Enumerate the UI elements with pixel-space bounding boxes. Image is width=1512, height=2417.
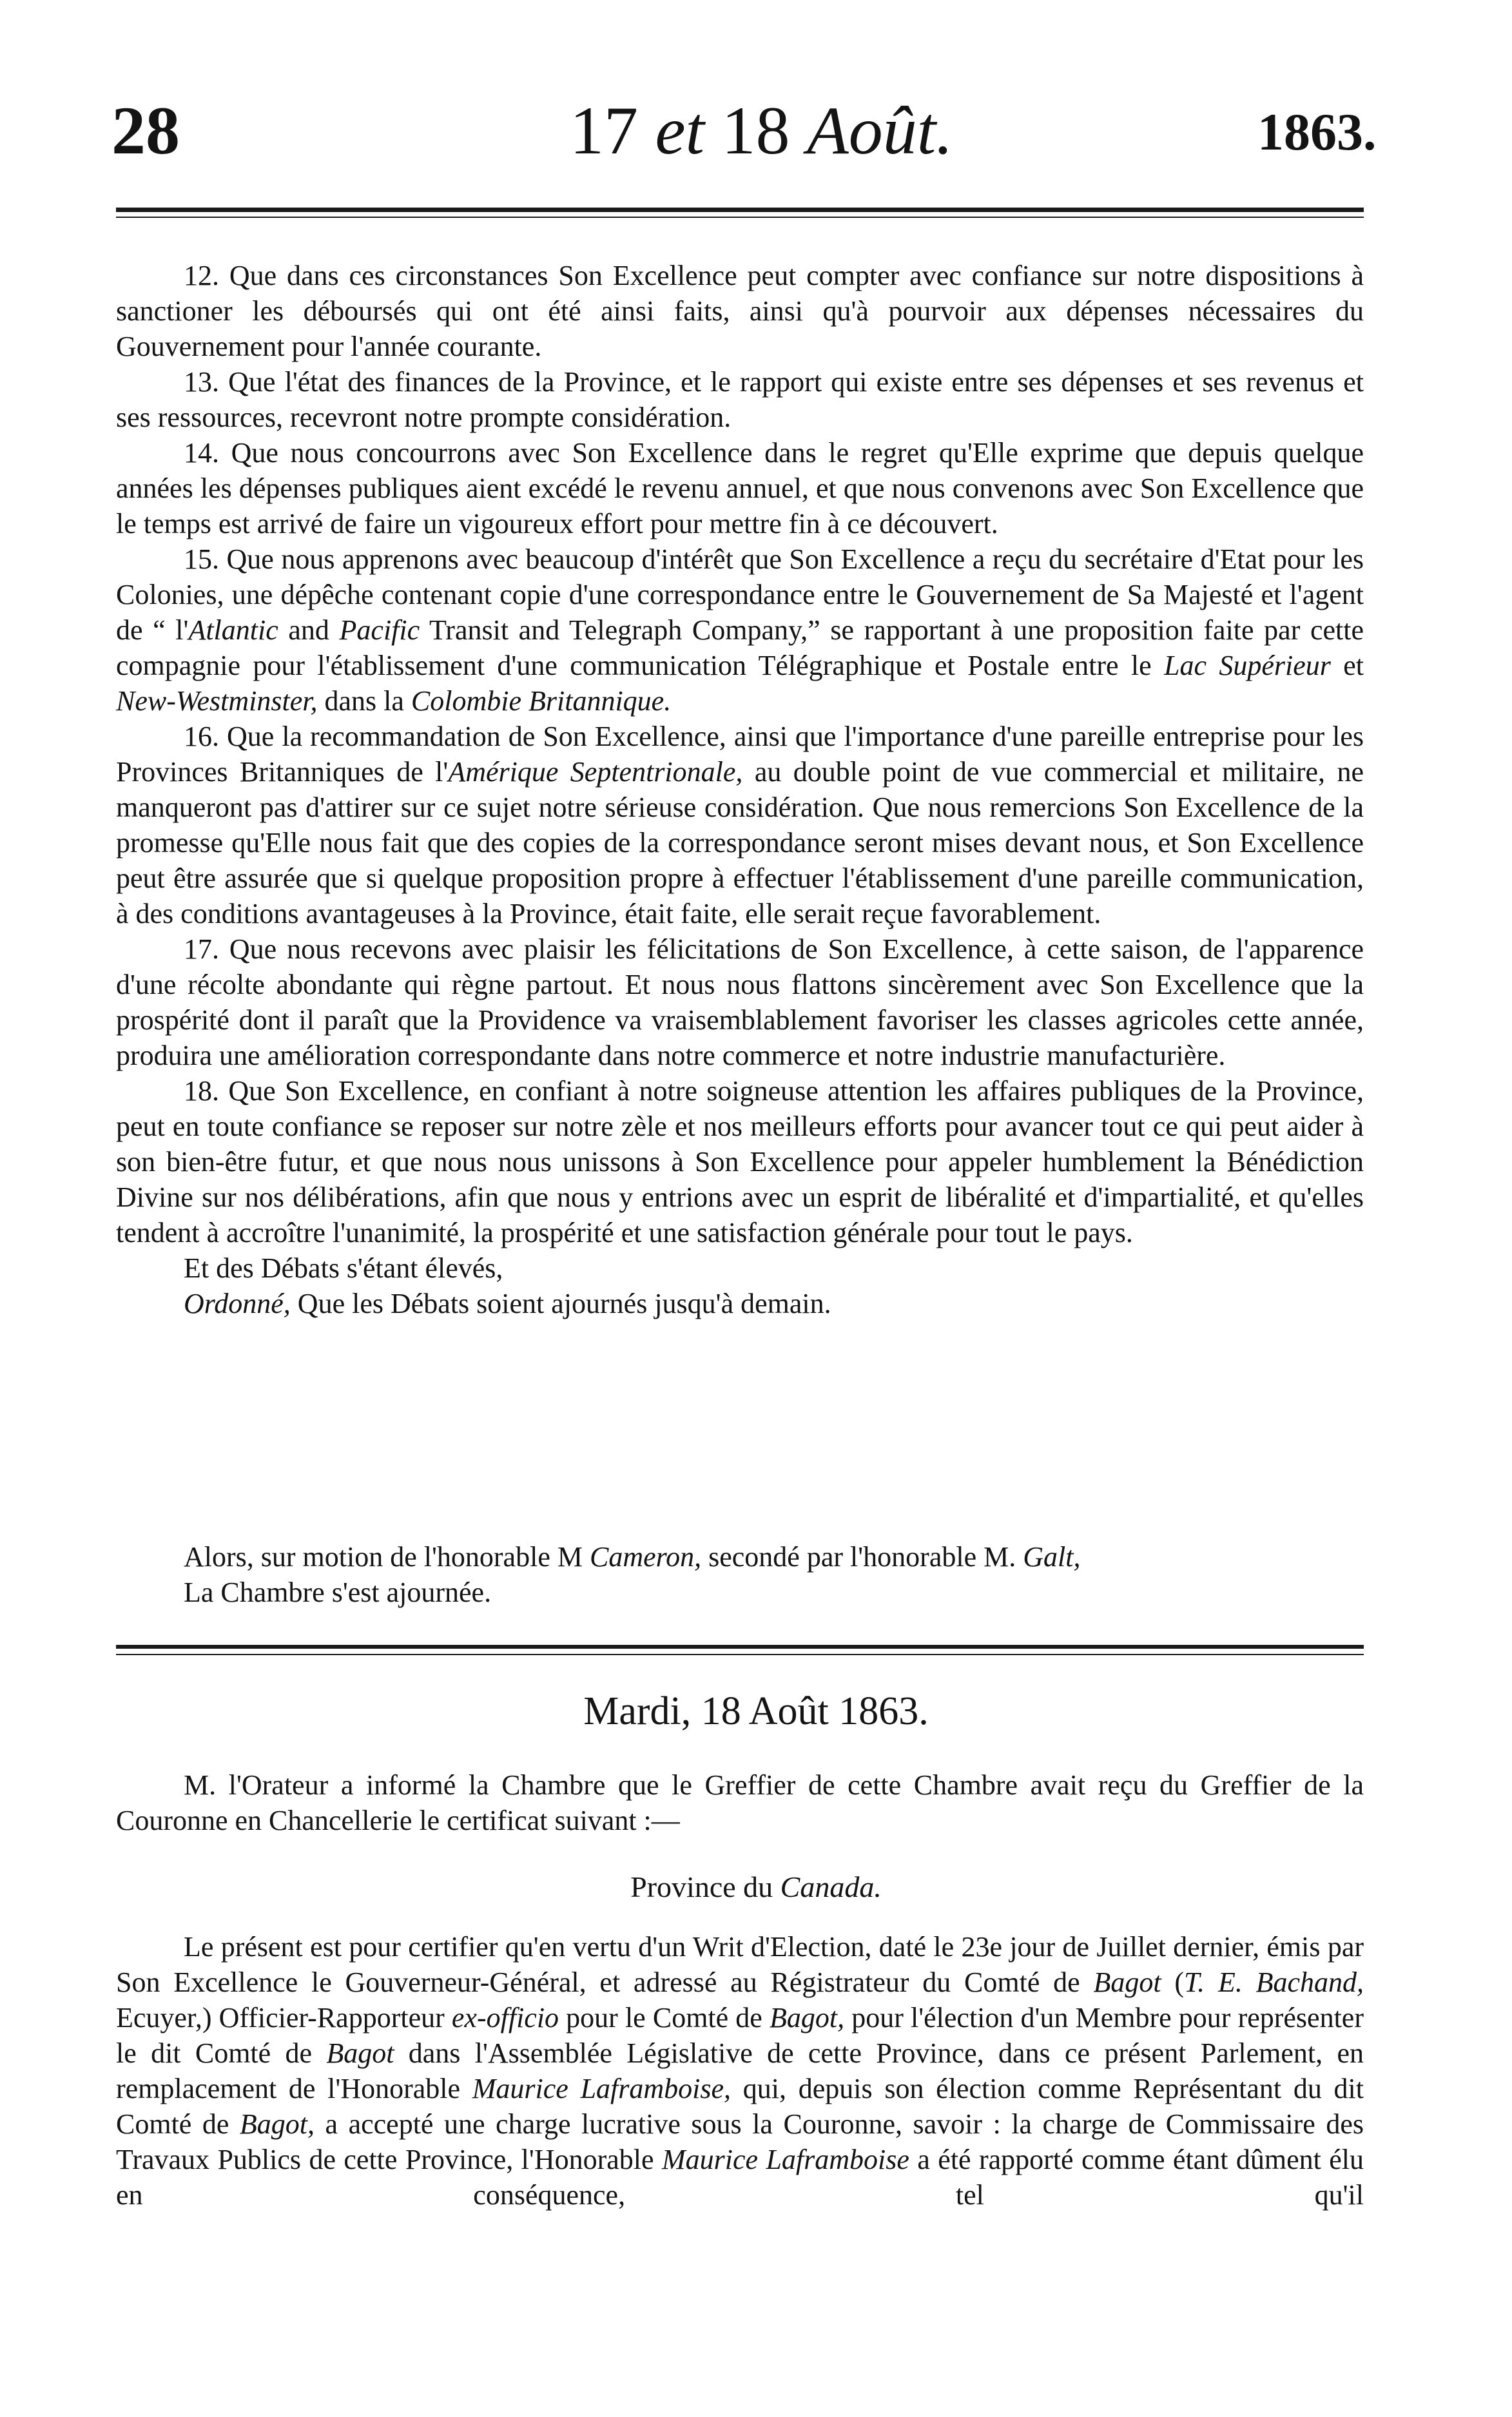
adjourn-text-b: secondé par l'honorable M.	[701, 1541, 1023, 1573]
running-title-day: 17	[570, 93, 655, 168]
ordered-text: Que les Débats soient ajournés jusqu'à demain.	[290, 1288, 831, 1319]
province-text: Province du	[630, 1870, 780, 1903]
paragraph-17: 17. Que nous recevons avec plaisir les félicitations de Son Excellence, à cette saison, de l'apparence d'une récolte abondante qui règne partout. Et nous nous flattons sincèrement avec Son Excellence que la prospérité dont il paraît que la Providence va vraisemblablement favoriser les classes agricoles cette année, produira une amélioration correspondante dans notre commerce et notre industrie manufacturière.	[116, 933, 1364, 1071]
cert-text-e: pour l'élection d'un Membre pour représenter le dit Comté de	[116, 2002, 1364, 2069]
p15-lac-superieur: Lac Supérieur	[1163, 650, 1331, 681]
cert-text-c: Ecuyer,) Officier-Rapporteur	[116, 2002, 452, 2034]
section-rule-thick	[116, 1645, 1364, 1649]
p15-text-c: Transit and Telegraph Company,” se rapportant à une proposition faite par cette compagnie pour l'établissement d'une communication Télégraphique et Postale entre le	[116, 614, 1364, 681]
cert-bagot-3: Bagot	[326, 2037, 394, 2069]
province-canada: Canada.	[780, 1870, 882, 1903]
running-title	[570, 93, 953, 168]
adjourn-galt: Galt,	[1023, 1541, 1081, 1573]
running-title-month: Août.	[807, 93, 953, 168]
p16-amerique: Amérique Septentrionale,	[448, 756, 743, 788]
p15-text-b: and	[278, 614, 340, 646]
adjournment-block	[116, 1539, 1364, 1610]
session-intro: M. l'Orateur a informé la Chambre que le Greffier de cette Chambre avait reçu du Greffier de la Couronne en Chancellerie le certificat suivant :—	[116, 1769, 1364, 1836]
cert-text-b: (	[1161, 1966, 1184, 1998]
ordered-line	[116, 1286, 1364, 1321]
header-rule-thick	[116, 208, 1364, 212]
address-body	[116, 258, 1364, 1321]
paragraph-15	[116, 541, 1364, 719]
adjourn-cameron: Cameron,	[589, 1541, 702, 1573]
cert-bagot-1: Bagot	[1093, 1966, 1161, 1998]
running-title-day2: 18	[704, 93, 807, 168]
session-heading: Mardi, 18 Août 1863.	[583, 1689, 929, 1733]
p15-text-a: 15. Que nous apprenons avec beaucoup d'intérêt que Son Excellence a reçu du secrétaire d'Etat pour les Colonies, une dépêche contenant copie d'une correspondance entre le Gouvernement de Sa Majesté et l'agent de “ l'	[116, 543, 1364, 646]
section-rule-thin	[116, 1654, 1364, 1655]
p16-text-a: 16. Que la recommandation de Son Excellence, ainsi que l'importance d'une pareille entreprise pour les Provinces Britanniques de l'	[116, 721, 1364, 788]
running-year: 1863.	[1257, 102, 1377, 161]
header-rule-thin	[116, 217, 1364, 218]
cert-text-g: qui, depuis son élection comme Représentant du dit Comté de	[116, 2073, 1364, 2140]
paragraph-16	[116, 719, 1364, 931]
cert-text-d: pour le Comté de	[559, 2002, 770, 2034]
p15-text-e: dans la	[317, 685, 411, 717]
paragraph-14: 14. Que nous concourrons avec Son Excellence dans le regret qu'Elle exprime que depuis quelque années les dépenses publiques aient excédé le revenu annuel, et que nous convenons avec Son Excellence que le temps est arrivé de faire un vigoureux effort pour mettre fin à ce découvert.	[116, 437, 1364, 539]
cert-text-f: dans l'Assemblée Législative de cette Province, dans ce présent Parlement, en remplacement de l'Honorable	[116, 2037, 1364, 2104]
p15-text-d: et	[1330, 650, 1364, 681]
cert-bachand: T. E. Bachand,	[1183, 1966, 1364, 1998]
cert-bagot-4: Bagot,	[239, 2108, 315, 2140]
page-number: 28	[111, 93, 180, 168]
certificate-text	[116, 1929, 1364, 2213]
session-intro-block	[116, 1767, 1364, 1838]
p15-new-westminster: New-Westminster,	[116, 685, 318, 717]
p15-colombie-britannique: Colombie Britannique.	[411, 685, 672, 717]
province-heading	[0, 1869, 1512, 1905]
cert-text-h: a accepté une charge lucrative sous la Couronne, savoir : la charge de Commissaire des Travaux Publics de cette Province, l'Honorable	[116, 2108, 1364, 2175]
p15-pacific: Pacific	[339, 614, 420, 646]
ordered-label: Ordonné,	[184, 1288, 291, 1319]
cert-text-i: a été rapporté comme étant dûment élu en conséquence, tel qu'il	[116, 2144, 1364, 2211]
p15-atlantic: Atlantic	[188, 614, 278, 646]
paragraph-12: 12. Que dans ces circonstances Son Excellence peut compter avec confiance sur notre dispositions à sanctioner les déboursés qui ont été ainsi faits, ainsi qu'à pourvoir aux dépenses nécessaires du Gouvernement pour l'année courante.	[116, 260, 1364, 362]
cert-ex-officio: ex-officio	[451, 2002, 559, 2034]
debates-line: Et des Débats s'étant élevés,	[184, 1252, 503, 1284]
certificate-block	[116, 1929, 1364, 2213]
cert-laframboise-1: Maurice Laframboise,	[472, 2073, 732, 2104]
adjourn-house: La Chambre s'est ajournée.	[184, 1577, 492, 1608]
paragraph-13: 13. Que l'état des finances de la Province, et le rapport qui existe entre ses dépenses et ses revenus et ses ressources, recevront notre prompte considération.	[116, 366, 1364, 433]
p16-text-b: au double point de vue commercial et militaire, ne manqueront pas d'attirer sur ce sujet notre sérieuse considération. Que nous remercions Son Excellence de la promesse qu'Elle nous fait que des copies de la correspondance seront mises devant nous, et Son Excellence peut être assurée que si quelque proposition propre à effectuer l'établissement d'une pareille communication, à des conditions avantageuses à la Province, était faite, elle serait reçue favorablement.	[116, 756, 1364, 929]
running-title-conjunction: et	[655, 93, 704, 168]
cert-text-a: Le présent est pour certifier qu'en vertu d'un Writ d'Election, daté le 23e jour de Juillet dernier, émis par Son Excellence le Gouverneur-Général, et adressé au Régistrateur du Comté de	[116, 1931, 1364, 1998]
adjourn-motion	[116, 1539, 1364, 1575]
cert-bagot-2: Bagot,	[769, 2002, 845, 2034]
cert-laframboise-2: Maurice Laframboise	[661, 2144, 909, 2175]
paragraph-18: 18. Que Son Excellence, en confiant à notre soigneuse attention les affaires publiques de la Province, peut en toute confiance se reposer sur notre zèle et nos meilleurs efforts pour avancer tout ce qui peut aider à son bien-être futur, et que nous nous unissons à Son Excellence pour appeler humblement la Bénédiction Divine sur nos délibérations, afin que nous y entrions avec un esprit de libéralité et d'impartialité, et qu'elles tendent à accroître l'unanimité, la prospérité et une satisfaction générale pour tout le pays.	[116, 1075, 1364, 1248]
adjourn-text-a: Alors, sur motion de l'honorable M	[184, 1541, 590, 1573]
